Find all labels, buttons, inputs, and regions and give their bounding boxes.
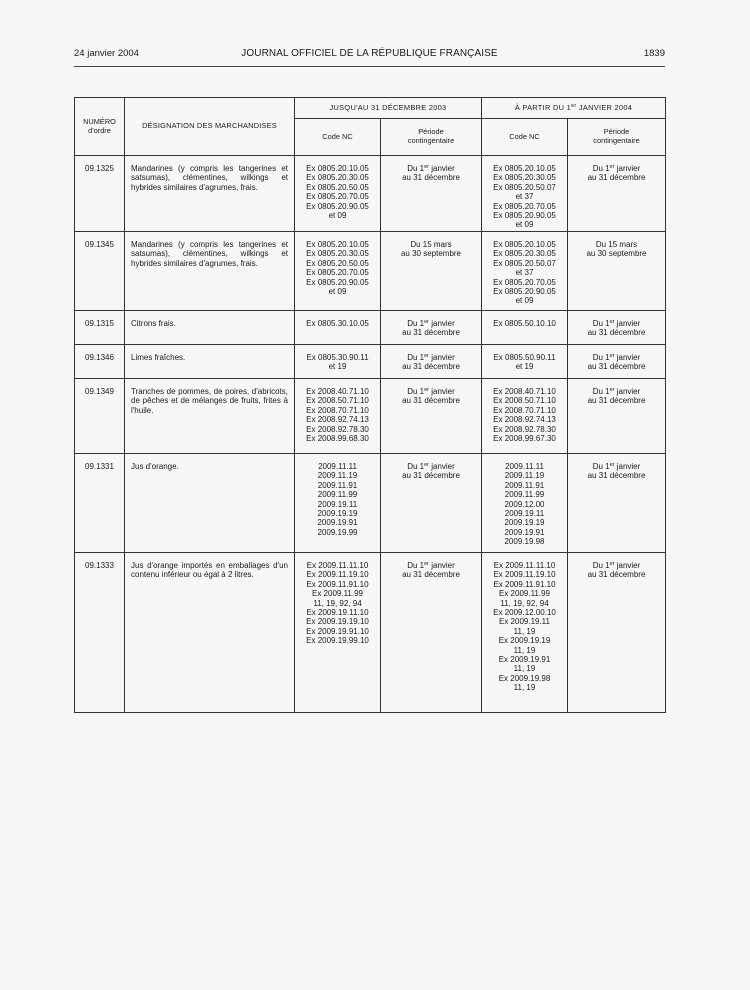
quota-period-2003-line: Du 1er janvier xyxy=(407,561,455,570)
code-nc-2004-line: 2009.11.11 xyxy=(505,462,544,471)
quota-period-2003 xyxy=(381,553,482,713)
quota-period-2004-line: Du 15 mars xyxy=(595,240,638,249)
quota-period-2004-line: Du 1er janvier xyxy=(592,561,641,570)
order-number: 09.1345 xyxy=(75,232,125,311)
code-nc-2004-line: 2009.12.00 xyxy=(504,499,545,509)
code-nc-2004-line: et 09 xyxy=(515,296,534,306)
quota-period-2003 xyxy=(381,311,482,345)
code-nc-2003-line: Ex 0805.30.10.05 xyxy=(306,319,369,328)
quota-period-2004-line: au 31 décembre xyxy=(587,396,646,406)
code-nc-2004-line: Ex 0805.20.50.07 xyxy=(493,182,556,192)
quota-period-2003-line: Du 1er janvier xyxy=(407,164,455,173)
code-nc-2003-line: Ex 0805.20.90.05 xyxy=(306,201,369,211)
code-nc-2004 xyxy=(482,345,568,379)
code-nc-2003-line: Ex 0805.30.90.11 xyxy=(306,353,369,362)
code-nc-2003-line: Ex 0805.20.10.05 xyxy=(306,240,369,249)
code-nc-2004 xyxy=(482,311,568,345)
code-nc-2003-line: 11, 19, 92, 94 xyxy=(313,598,362,608)
code-nc-2003-line: Ex 2009.11.99 xyxy=(311,589,363,599)
code-nc-2004-line: Ex 2009.11.19.10 xyxy=(493,570,556,580)
code-nc-2004 xyxy=(482,454,568,553)
quota-period-2004 xyxy=(568,345,666,379)
code-nc-2003-line: Ex 2009.11.19.10 xyxy=(306,570,369,580)
quota-period-2003-line: au 31 décembre xyxy=(402,173,460,183)
table-row xyxy=(75,379,666,454)
code-nc-2004-line: Ex 0805.50.10.10 xyxy=(493,319,556,328)
quota-period-2003 xyxy=(381,454,482,553)
code-nc-2004-line: Ex 0805.20.90.05 xyxy=(493,211,556,221)
code-nc-2004-line: Ex 2009.19.91 xyxy=(498,655,551,665)
code-nc-2004-line: et 19 xyxy=(515,362,534,372)
code-nc-2003 xyxy=(295,454,381,553)
code-nc-2004-line: Ex 2008.50.71.10 xyxy=(493,396,556,406)
header-periode-2003: Période contingentaire xyxy=(381,119,482,156)
quota-period-2004-line: Du 1er janvier xyxy=(592,387,641,396)
code-nc-2004-line: Ex 2008.40.71.10 xyxy=(493,387,556,396)
order-number: 09.1315 xyxy=(75,311,125,345)
table-body xyxy=(75,156,666,713)
quota-period-2004 xyxy=(568,454,666,553)
quota-period-2003-line: au 31 décembre xyxy=(402,396,460,406)
quota-period-2004 xyxy=(568,311,666,345)
code-nc-2003 xyxy=(295,311,381,345)
code-nc-2003-line: Ex 0805.20.50.05 xyxy=(306,182,369,192)
code-nc-2003-line: Ex 0805.20.70.05 xyxy=(306,192,369,202)
quota-period-2004 xyxy=(568,156,666,232)
header-rule xyxy=(74,66,665,67)
goods-designation: Citrons frais. xyxy=(125,311,295,345)
code-nc-2004-line: et 37 xyxy=(515,192,534,202)
goods-designation: Jus d'orange. xyxy=(125,454,295,553)
page-number: 1839 xyxy=(643,48,665,59)
quota-period-2003-line: au 31 décembre xyxy=(402,570,460,580)
code-nc-2004-line: Ex 2009.19.11 xyxy=(498,617,550,627)
code-nc-2003-line: Ex 2008.40.71.10 xyxy=(306,387,369,396)
header-code-nc-2003: Code NC xyxy=(295,119,381,156)
quota-period-2003-line: Du 1er janvier xyxy=(407,387,455,396)
code-nc-2003-line: 2009.19.11 xyxy=(317,499,358,509)
table-row xyxy=(75,232,666,311)
quota-period-2003 xyxy=(381,156,482,232)
code-nc-2004-line: Ex 2008.70.71.10 xyxy=(493,405,556,415)
order-number: 09.1325 xyxy=(75,156,125,232)
code-nc-2003-line: 2009.19.19 xyxy=(317,509,358,519)
goods-designation: Jus d'orange importés en emballages d'un contenu inférieur ou égal à 2 litres. xyxy=(125,553,295,713)
code-nc-2004-line: Ex 2009.12.00.10 xyxy=(493,608,556,618)
code-nc-2004-line: Ex 0805.20.30.05 xyxy=(493,173,556,183)
header-code-nc-2004: Code NC xyxy=(482,119,568,156)
code-nc-2004-line: Ex 0805.20.30.05 xyxy=(493,249,556,259)
code-nc-2003-line: Ex 2008.99.68.30 xyxy=(306,434,369,444)
code-nc-2003-line: 2009.19.99 xyxy=(317,527,358,537)
quota-period-2004-line: au 30 septembre xyxy=(586,249,647,259)
code-nc-2004 xyxy=(482,156,568,232)
quota-period-2004-line: au 31 décembre xyxy=(587,173,646,183)
code-nc-2003-line: Ex 2009.19.91.10 xyxy=(306,626,369,636)
code-nc-2003 xyxy=(295,345,381,379)
code-nc-2003-line: Ex 0805.20.30.05 xyxy=(306,249,369,259)
code-nc-2004-line: 11, 19, 92, 94 xyxy=(500,598,549,608)
order-number: 09.1333 xyxy=(75,553,125,713)
quota-table xyxy=(74,97,666,713)
goods-designation: Mandarines (y compris les tangerines et satsumas), clémentines, wilkings et hybrides similaires d'agrumes, frais. xyxy=(125,232,295,311)
code-nc-2004-line: 11, 19 xyxy=(513,664,536,674)
code-nc-2003-line: Ex 2009.19.11.10 xyxy=(306,608,369,618)
quota-period-2004-line: au 31 décembre xyxy=(587,328,646,338)
quota-period-2004-line: au 31 décembre xyxy=(587,570,646,580)
header-date: 24 janvier 2004 xyxy=(74,48,139,59)
code-nc-2004 xyxy=(482,379,568,454)
quota-period-2004 xyxy=(568,553,666,713)
table-row xyxy=(75,156,666,232)
journal-title: JOURNAL OFFICIEL DE LA RÉPUBLIQUE FRANÇAISE xyxy=(241,48,498,59)
code-nc-2003-line: Ex 2009.19.19.10 xyxy=(306,617,369,627)
quota-period-2003 xyxy=(381,232,482,311)
code-nc-2003-line: 2009.19.91 xyxy=(317,518,358,528)
quota-period-2004-line: Du 1er janvier xyxy=(592,164,641,173)
quota-period-2003 xyxy=(381,345,482,379)
code-nc-2004-line: Ex 0805.20.90.05 xyxy=(493,287,556,297)
table-row xyxy=(75,553,666,713)
code-nc-2004-line: Ex 0805.20.10.05 xyxy=(493,240,556,249)
code-nc-2003-line: Ex 2008.92.74.13 xyxy=(306,415,369,425)
goods-designation: Limes fraîches. xyxy=(125,345,295,379)
code-nc-2004-line: Ex 0805.20.10.05 xyxy=(493,164,556,173)
code-nc-2003-line: Ex 2009.19.99.10 xyxy=(306,636,369,646)
quota-period-2003-line: Du 1er janvier xyxy=(407,353,455,362)
code-nc-2004-line: Ex 2009.19.98 xyxy=(498,673,551,683)
code-nc-2003-line: Ex 0805.20.70.05 xyxy=(306,268,369,278)
code-nc-2004-line: Ex 0805.20.70.05 xyxy=(493,277,556,287)
code-nc-2004-line: Ex 2009.11.91.10 xyxy=(493,579,556,589)
quota-period-2004-line: au 31 décembre xyxy=(587,471,646,481)
code-nc-2003-line: Ex 2008.92.78.30 xyxy=(306,424,369,434)
code-nc-2003-line: Ex 0805.20.50.05 xyxy=(306,258,369,268)
code-nc-2004-line: Ex 2008.92.78.30 xyxy=(493,424,556,434)
quota-period-2004-line: Du 1er janvier xyxy=(592,353,641,362)
code-nc-2003 xyxy=(295,232,381,311)
code-nc-2003-line: Ex 0805.20.30.05 xyxy=(306,173,369,183)
header-periode-2004: Période contingentaire xyxy=(568,119,666,156)
code-nc-2004 xyxy=(482,232,568,311)
code-nc-2004-line: 2009.11.19 xyxy=(504,471,545,481)
code-nc-2004-line: 2009.11.91 xyxy=(504,480,545,490)
code-nc-2003-line: Ex 2008.70.71.10 xyxy=(306,405,369,415)
quota-period-2004 xyxy=(568,379,666,454)
code-nc-2003-line: et 09 xyxy=(328,211,347,221)
code-nc-2003 xyxy=(295,156,381,232)
code-nc-2004-line: et 37 xyxy=(515,268,534,278)
code-nc-2004-line: 11, 19 xyxy=(513,645,536,655)
code-nc-2004-line: 2009.11.99 xyxy=(504,490,545,500)
code-nc-2003-line: Ex 0805.20.90.05 xyxy=(306,277,369,287)
code-nc-2003-line: 2009.11.11 xyxy=(318,462,357,471)
code-nc-2003 xyxy=(295,379,381,454)
code-nc-2003-line: 2009.11.91 xyxy=(317,480,358,490)
quota-period-2003-line: au 31 décembre xyxy=(402,328,460,338)
quota-period-2004-line: Du 1er janvier xyxy=(592,319,641,328)
code-nc-2003-line: Ex 2009.11.11.10 xyxy=(306,561,369,570)
order-number: 09.1331 xyxy=(75,454,125,553)
code-nc-2004-line: Ex 0805.50.90.11 xyxy=(493,353,556,362)
code-nc-2004-line: Ex 0805.20.50.07 xyxy=(493,258,556,268)
quota-period-2003-line: Du 15 mars xyxy=(410,240,452,249)
quota-period-2003-line: Du 1er janvier xyxy=(407,462,455,471)
code-nc-2004-line: Ex 0805.20.70.05 xyxy=(493,201,556,211)
code-nc-2003-line: 2009.11.19 xyxy=(317,471,358,481)
code-nc-2003-line: 2009.11.99 xyxy=(317,490,358,500)
quota-period-2004-line: au 31 décembre xyxy=(587,362,646,372)
code-nc-2004-line: et 09 xyxy=(515,220,534,230)
quota-period-2003 xyxy=(381,379,482,454)
quota-period-2003-line: Du 1er janvier xyxy=(407,319,455,328)
code-nc-2004-line: 11, 19 xyxy=(513,626,536,636)
code-nc-2004-line: 2009.19.19 xyxy=(504,518,545,528)
table-row xyxy=(75,311,666,345)
header-group-2003: JUSQU'AU 31 DÉCEMBRE 2003 xyxy=(295,98,482,119)
goods-designation: Tranches de pommes, de poires, d'abricots, de pêches et de mélanges de fruits, frites à l'huile. xyxy=(125,379,295,454)
order-number: 09.1349 xyxy=(75,379,125,454)
code-nc-2003-line: et 19 xyxy=(328,362,347,372)
code-nc-2004-line: Ex 2008.92.74.13 xyxy=(493,415,556,425)
code-nc-2004-line: Ex 2009.19.19 xyxy=(498,636,551,646)
quota-period-2003-line: au 31 décembre xyxy=(402,471,460,481)
header-numero: NUMÉRO d'ordre xyxy=(75,98,125,156)
quota-period-2004-line: Du 1er janvier xyxy=(592,462,641,471)
code-nc-2003-line: Ex 2008.50.71.10 xyxy=(306,396,369,406)
goods-designation: Mandarines (y compris les tangerines et satsumas), clémentines, wilkings et hybrides similaires d'agrumes, frais. xyxy=(125,156,295,232)
quota-period-2004 xyxy=(568,232,666,311)
header-designation: DÉSIGNATION DES MARCHANDISES xyxy=(125,98,295,156)
code-nc-2003 xyxy=(295,553,381,713)
code-nc-2004-line: Ex 2009.11.99 xyxy=(498,589,550,599)
code-nc-2003-line: Ex 0805.20.10.05 xyxy=(306,164,369,173)
code-nc-2004-line: Ex 2009.11.11.10 xyxy=(493,561,556,570)
table-row xyxy=(75,345,666,379)
table-row xyxy=(75,454,666,553)
code-nc-2003-line: et 09 xyxy=(328,287,347,297)
code-nc-2004-line: Ex 2008.99.67.30 xyxy=(493,434,556,444)
quota-period-2003-line: au 31 décembre xyxy=(402,362,460,372)
code-nc-2003-line: Ex 2009.11.91.10 xyxy=(306,579,369,589)
code-nc-2004-line: 2009.19.11 xyxy=(504,509,545,519)
order-number: 09.1346 xyxy=(75,345,125,379)
code-nc-2004 xyxy=(482,553,568,713)
page-header xyxy=(74,48,665,64)
code-nc-2004-line: 11, 19 xyxy=(513,683,536,693)
code-nc-2004-line: 2009.19.91 xyxy=(504,527,545,537)
header-group-2004: À PARTIR DU 1er JANVIER 2004 xyxy=(482,98,666,119)
code-nc-2004-line: 2009.19.98 xyxy=(504,537,545,547)
quota-period-2003-line: au 30 septembre xyxy=(400,249,462,259)
